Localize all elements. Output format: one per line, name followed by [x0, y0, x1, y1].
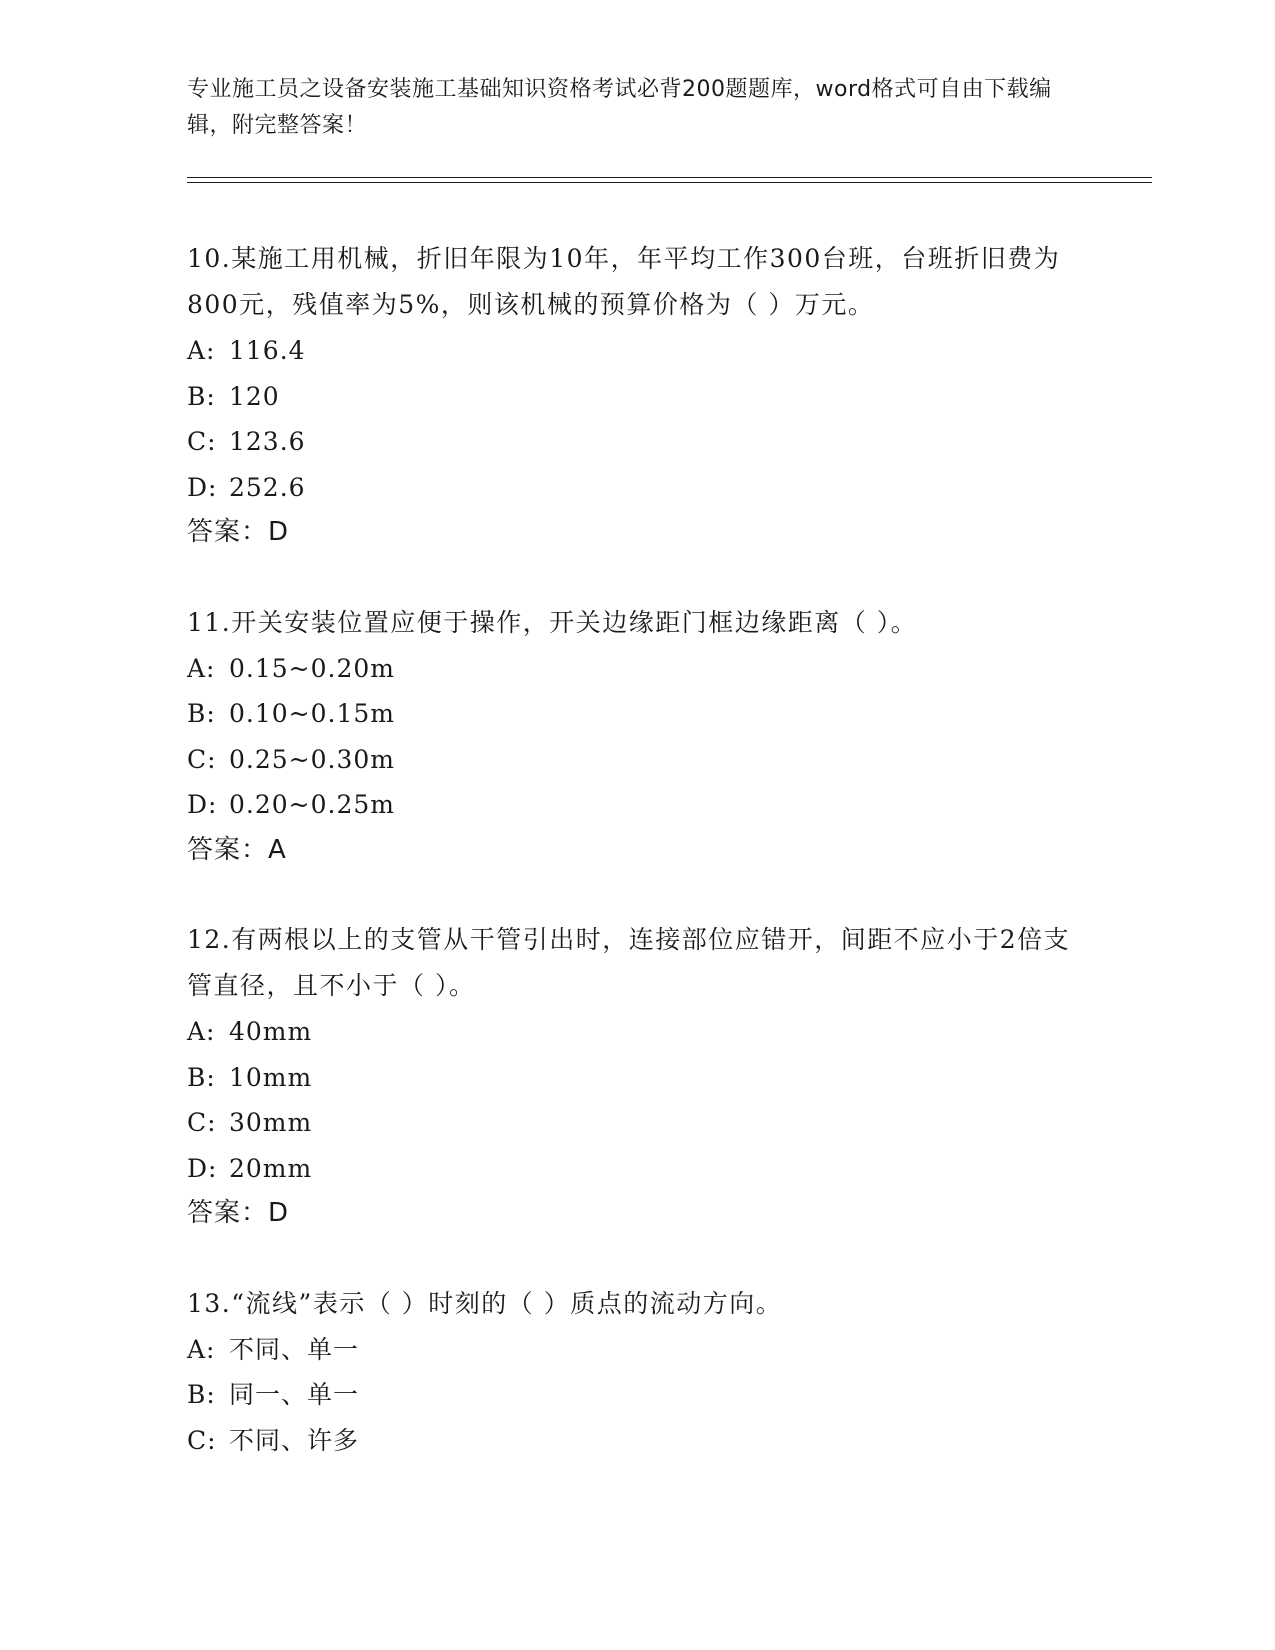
- option-key: D:: [187, 472, 218, 502]
- option-key: C:: [187, 427, 217, 456]
- question-stem: 12.有两根以上的支管从干管引出时，连接部位应错开，间距不应小于2倍支管直径，且不小于（ ）。: [187, 925, 1071, 1000]
- option-key: B:: [187, 381, 216, 411]
- option-text: 0.15~0.20m: [229, 653, 395, 683]
- answer-line: 答案：D: [187, 517, 290, 547]
- option-text: 10mm: [229, 1062, 313, 1092]
- option-b: [187, 374, 1087, 420]
- option-text: 0.25~0.30m: [229, 744, 395, 774]
- option-text: 不同、许多: [229, 1425, 360, 1455]
- question-stem: 11.开关安装位置应便于操作，开关边缘距门框边缘距离（ ）。: [187, 607, 918, 637]
- option-b: [187, 1055, 1087, 1101]
- option-text: 20mm: [229, 1153, 313, 1183]
- answer-line: 答案：A: [187, 834, 287, 865]
- option-a: [187, 646, 1087, 692]
- answer-line: 答案：D: [187, 1198, 290, 1228]
- option-d: [187, 1146, 1087, 1192]
- option-key: A:: [187, 1017, 216, 1046]
- option-c: [187, 1100, 1087, 1146]
- option-text: 123.6: [229, 427, 306, 456]
- option-key: B:: [187, 1380, 216, 1409]
- option-key: D:: [187, 790, 218, 819]
- option-key: A:: [187, 1334, 216, 1364]
- question-11: [187, 600, 1087, 874]
- option-d: [187, 465, 1087, 511]
- option-c: [187, 737, 1087, 783]
- option-text: 0.20~0.25m: [229, 790, 395, 819]
- question-13: [187, 1281, 1087, 1464]
- option-text: 40mm: [229, 1017, 313, 1046]
- option-key: B:: [187, 1062, 216, 1092]
- option-c: [187, 419, 1087, 465]
- option-a: [187, 1327, 1087, 1373]
- question-stem: 13.“流线”表示（ ）时刻的（ ）质点的流动方向。: [187, 1288, 783, 1318]
- header-rule-bottom: [187, 182, 1152, 183]
- document-header: 专业施工员之设备安装施工基础知识资格考试必背200题题库，word格式可自由下载编辑，附完整答案！: [187, 77, 1052, 138]
- option-text: 116.4: [229, 336, 306, 365]
- option-key: C:: [187, 1425, 217, 1455]
- option-text: 同一、单一: [229, 1380, 360, 1409]
- option-text: 252.6: [229, 472, 306, 502]
- header-rule-top: [187, 177, 1152, 178]
- option-b: [187, 691, 1087, 737]
- question-stem: 10.某施工用机械，折旧年限为10年，年平均工作300台班，台班折旧费为800元，残值率为5%，则该机械的预算价格为（ ）万元。: [187, 244, 1061, 319]
- question-10: [187, 236, 1087, 556]
- option-key: D:: [187, 1153, 218, 1183]
- question-list: [187, 236, 1087, 1507]
- option-d: [187, 782, 1087, 828]
- option-text: 30mm: [229, 1108, 313, 1137]
- option-text: 0.10~0.15m: [229, 699, 395, 728]
- option-key: A:: [187, 653, 216, 683]
- option-a: [187, 328, 1087, 374]
- option-a: [187, 1009, 1087, 1055]
- option-b: [187, 1372, 1087, 1418]
- option-text: 不同、单一: [229, 1334, 360, 1364]
- option-c: [187, 1418, 1087, 1464]
- option-key: B:: [187, 699, 216, 728]
- option-text: 120: [229, 381, 280, 411]
- question-12: [187, 917, 1087, 1237]
- option-key: A:: [187, 336, 216, 365]
- option-key: C:: [187, 744, 217, 774]
- option-key: C:: [187, 1108, 217, 1137]
